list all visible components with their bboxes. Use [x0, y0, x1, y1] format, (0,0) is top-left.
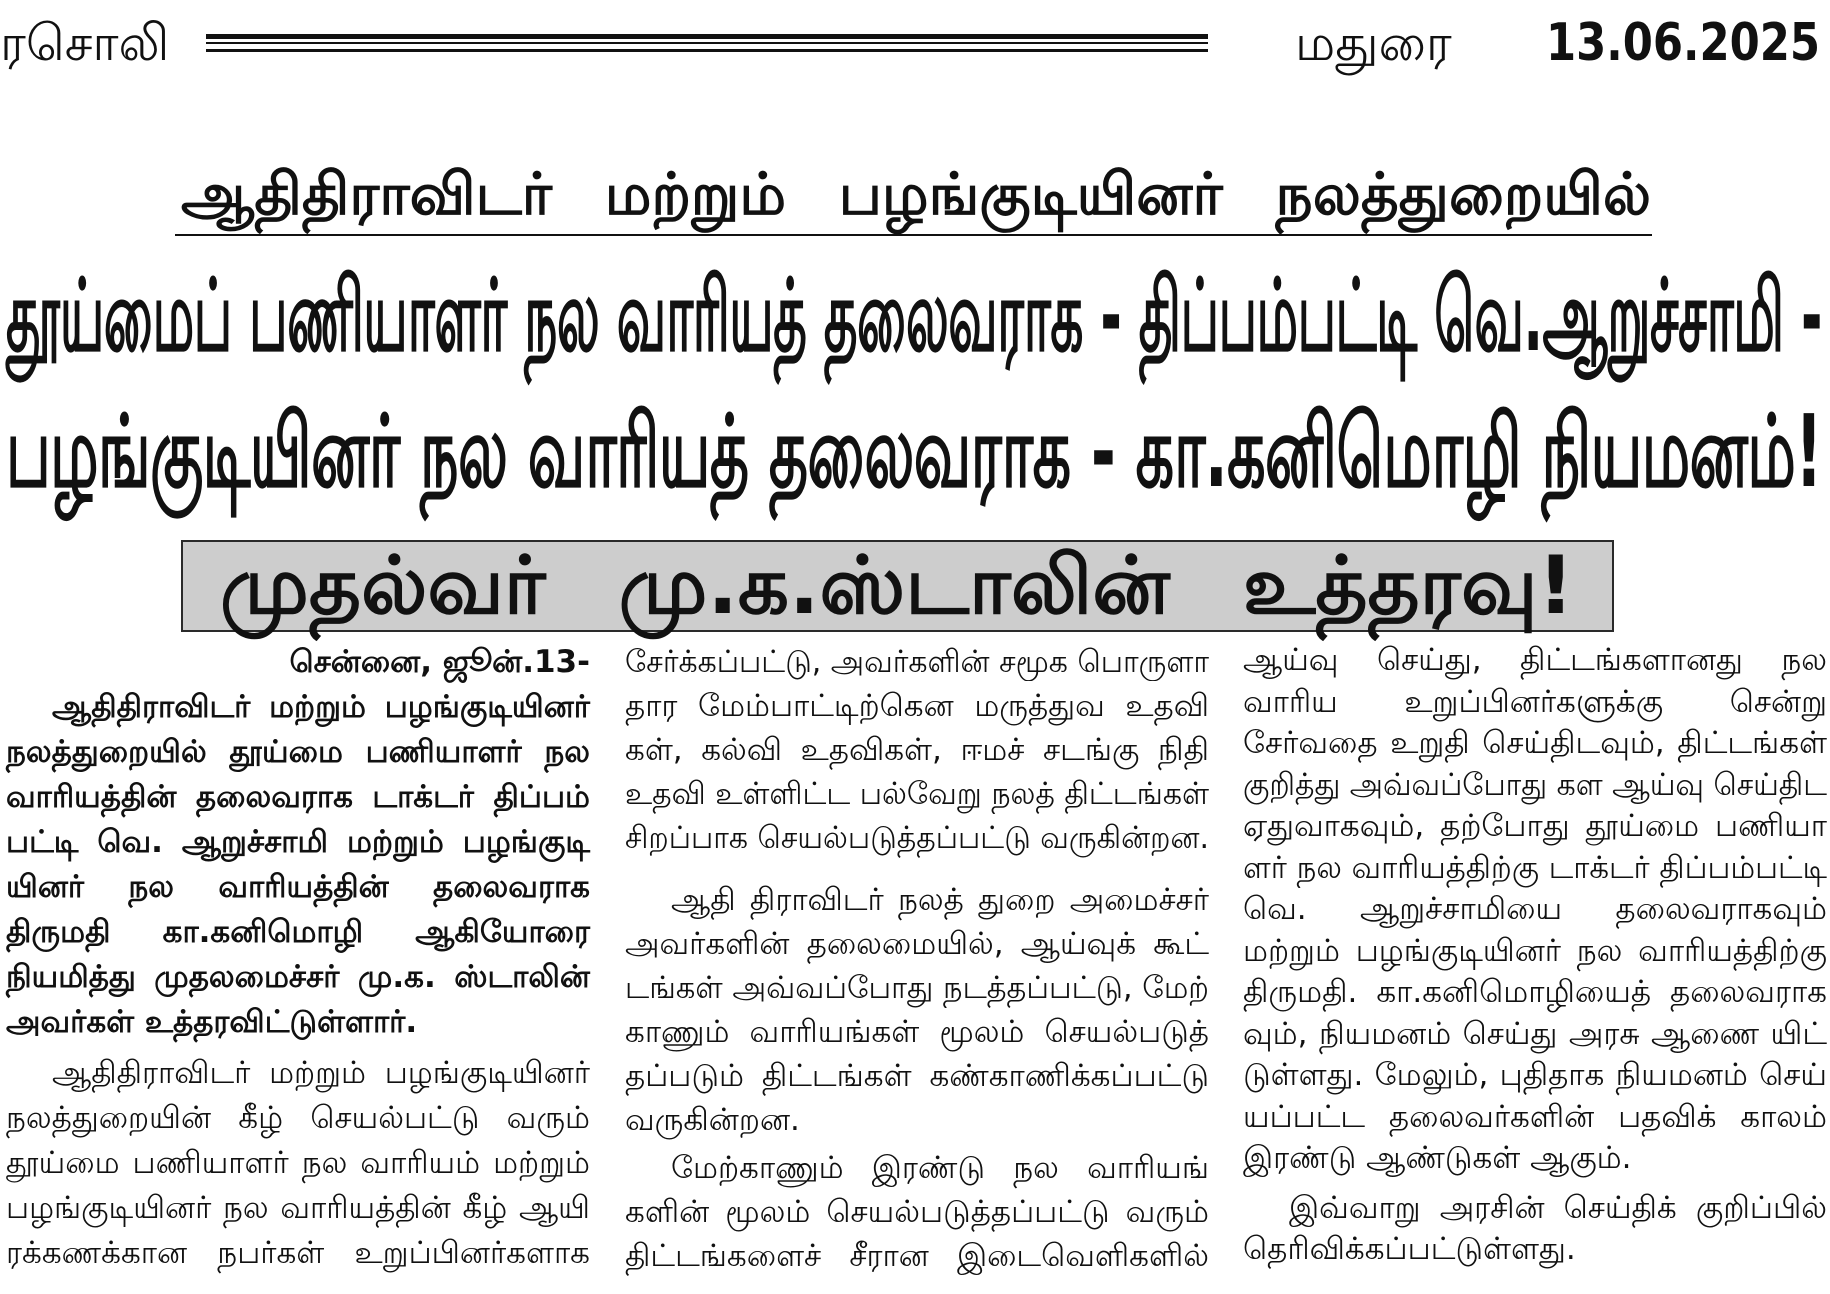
body-line: டுள்ளது. மேலும், புதிதாக நியமனம் செய்	[1243, 1057, 1827, 1093]
boxed-subhead-text: முதல்வர் மு.க.ஸ்டாலின் உத்தரவு!	[220, 539, 1574, 632]
lead-paragraph	[6, 685, 590, 1045]
body-line: ஆய்வு செய்து, திட்டங்களானது நல	[1243, 642, 1827, 678]
city-text: மதுரை	[1295, 14, 1452, 72]
body-line: தூய்மை பணியாளர் நல வாரியம் மற்றும்	[6, 1145, 590, 1181]
paragraph	[6, 1051, 590, 1276]
paragraph	[625, 640, 1209, 860]
body-line: மற்றும் பழங்குடியினர் நல வாரியத்திற்கு	[1243, 932, 1827, 969]
body-line: உதவி உள்ளிட்ட பல்வேறு நலத் திட்டங்கள்	[625, 776, 1209, 812]
masthead-paper-name	[0, 12, 193, 74]
body-line: குறித்து அவ்வப்போது கள ஆய்வு செய்திட	[1243, 766, 1827, 803]
date-text: 13.06.2025	[1546, 13, 1820, 73]
body-line: திருமதி கா.கனிமொழி ஆகியோரை	[6, 914, 590, 950]
body-line: பழங்குடியினர் நல வாரியத்தின் கீழ் ஆயி	[6, 1190, 590, 1226]
paragraph	[1243, 1188, 1827, 1271]
body-line: தார மேம்பாட்டிற்கென மருத்துவ உதவி	[625, 688, 1209, 724]
headline-line-1	[6, 258, 1822, 374]
body-line: காணும் வாரியங்கள் மூலம் செயல்படுத்	[625, 1014, 1209, 1050]
body-line: வாரியத்தின் தலைவராக டாக்டர் திப்பம்	[6, 779, 590, 815]
column-1	[6, 640, 590, 1276]
body-line: அவர்கள் உத்தரவிட்டுள்ளார்.	[6, 1004, 418, 1040]
body-line: வருகின்றன.	[625, 1102, 800, 1138]
headline-text: பழங்குடியினர் நல வாரியத் தலைவராக - கா.கனிமொழி நியமனம்!	[6, 393, 1822, 510]
body-line: ஆதிதிராவிடர் மற்றும் பழங்குடியினர்	[52, 689, 590, 725]
kicker-text: ஆதிதிராவிடர் மற்றும் பழங்குடியினர் நலத்துறையில்	[181, 160, 1651, 228]
masthead-date	[1546, 12, 1820, 74]
masthead-city	[1295, 12, 1495, 74]
body-line: அவர்களின் தலைமையில், ஆய்வுக் கூட்	[625, 926, 1209, 962]
kicker	[181, 158, 1651, 230]
body-line: ளர் நல வாரியத்திற்கு டாக்டர் திப்பம்பட்டி	[1243, 849, 1827, 886]
body-line: வாரிய உறுப்பினர்களுக்கு சென்று	[1243, 683, 1827, 720]
paper-name-text: ரசொலி	[0, 14, 170, 72]
body-line: கள், கல்வி உதவிகள், ஈமச் சடங்கு நிதி	[625, 732, 1209, 768]
body-line: டங்கள் அவ்வப்போது நடத்தப்பட்டு, மேற்	[625, 970, 1209, 1006]
body-line: திருமதி. கா.கனிமொழியைத் தலைவராக	[1243, 974, 1827, 1010]
body-line: யப்பட்ட தலைவர்களின் பதவிக் காலம்	[1243, 1098, 1827, 1135]
body-line: யினர் நல வாரியத்தின் தலைவராக	[6, 869, 590, 905]
boxed-subhead	[181, 540, 1614, 632]
masthead-rule	[206, 34, 1208, 52]
column-2	[625, 640, 1209, 1278]
body-line: வெ. ஆறுச்சாமியை தலைவராகவும்	[1243, 891, 1827, 927]
body-line: களின் மூலம் செயல்படுத்தப்பட்டு வரும்	[625, 1194, 1209, 1230]
headline-text: தூய்மைப் பணியாளர் நல வாரியத் தலைவராக - திப்பம்பட்டி வெ.ஆறுச்சாமி -	[6, 257, 1822, 374]
body-line: சேர்வதை உறுதி செய்திடவும், திட்டங்கள்	[1243, 725, 1827, 761]
body-line: திட்டங்களைச் சீரான இடைவெளிகளில்	[625, 1238, 1209, 1274]
body-line: நலத்துறையின் கீழ் செயல்பட்டு வரும்	[6, 1100, 590, 1136]
body-line: மேற்காணும் இரண்டு நல வாரியங்	[671, 1150, 1209, 1186]
body-line: நலத்துறையில் தூய்மை பணியாளர் நல	[6, 734, 590, 770]
body-line: தெரிவிக்கப்பட்டுள்ளது.	[1243, 1231, 1576, 1267]
body-line: பட்டி வெ. ஆறுச்சாமி மற்றும் பழங்குடி	[6, 824, 590, 860]
column-3	[1243, 640, 1827, 1271]
kicker-underline	[175, 234, 1652, 236]
paragraph	[1243, 640, 1827, 1180]
body-line: ரக்கணக்கான நபர்கள் உறுப்பினர்களாக	[6, 1235, 590, 1271]
boxed-subhead-inner	[220, 539, 1574, 632]
body-line: இவ்வாறு அரசின் செய்திக் குறிப்பில்	[1289, 1189, 1827, 1226]
body-line: ஏதுவாகவும், தற்போது தூய்மை பணியா	[1243, 808, 1827, 844]
body-line: வும், நியமனம் செய்து அரசு ஆணை யிட்	[1243, 1015, 1827, 1052]
headline-line-2	[6, 394, 1822, 510]
body-line: இரண்டு ஆண்டுகள் ஆகும்.	[1243, 1140, 1632, 1176]
paragraph	[625, 1146, 1209, 1278]
body-line: சேர்க்கப்பட்டு, அவர்களின் சமூக பொருளா	[625, 644, 1209, 680]
body-line: ஆதி திராவிடர் நலத் துறை அமைச்சர்	[671, 882, 1209, 918]
body-line: நியமித்து முதலமைச்சர் மு.க. ஸ்டாலின்	[6, 959, 590, 995]
dateline: சென்னை, ஜூன்.13-	[289, 644, 590, 680]
body-line: சிறப்பாக செயல்படுத்தப்பட்டு வருகின்றன.	[625, 820, 1209, 856]
body-line: தப்படும் திட்டங்கள் கண்காணிக்கப்பட்டு	[625, 1058, 1209, 1094]
paragraph	[625, 878, 1209, 1142]
body-line: ஆதிதிராவிடர் மற்றும் பழங்குடியினர்	[52, 1055, 590, 1091]
